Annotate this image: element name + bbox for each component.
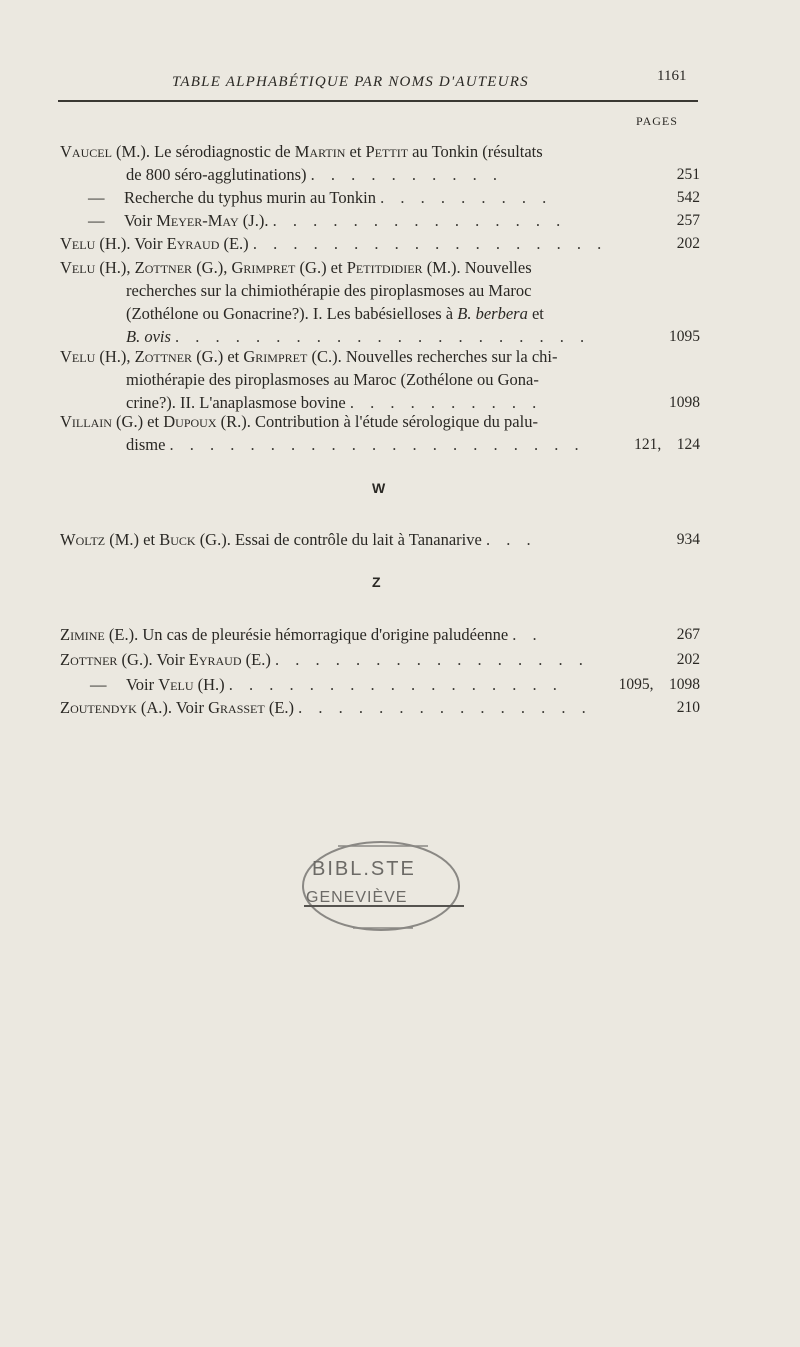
coauthor-name: Martin — [294, 142, 346, 161]
entry-text: Voir — [126, 675, 159, 694]
entry-text: (M.) et — [105, 530, 160, 549]
entry-text: et — [527, 304, 544, 323]
species-name: B. ovis — [126, 327, 171, 346]
author-name: Velu — [60, 258, 96, 277]
entry-line — [60, 302, 700, 325]
index-entry — [60, 623, 700, 646]
leader-dots: . . . — [485, 530, 537, 549]
index-entry — [60, 673, 700, 696]
author-name: Zimine — [60, 625, 105, 644]
entry-line — [60, 433, 700, 456]
author-name: Velu — [60, 234, 96, 253]
coauthor-name: Grasset — [208, 698, 265, 717]
stamp-text-line2: GENEVIÈVE — [306, 889, 408, 906]
entry-line — [60, 209, 700, 232]
library-stamp — [298, 834, 464, 938]
entry-text: (Zothélone ou Gonacrine?). I. Les babésielloses à — [126, 304, 458, 323]
entry-text: (E.) — [264, 698, 295, 717]
entry-text: (G.). Essai de contrôle du lait à Tananarive — [195, 530, 482, 549]
entry-line — [60, 623, 700, 646]
section-letter-w: W — [372, 480, 386, 496]
entry-text: crine?). II. L'anaplasmose bovine — [126, 393, 346, 412]
entry-text: recherches sur la chimiothérapie des piroplasmoses au Maroc — [126, 281, 532, 300]
entry-text: (G.) et — [192, 347, 244, 366]
leader-dots: . . . . . . . . . . . . . . . . . . . . . — [175, 327, 591, 346]
coauthor-name: Zottner — [134, 347, 193, 366]
entry-text: (A.). Voir — [136, 698, 209, 717]
entry-line — [60, 696, 700, 719]
page-reference: 210 — [676, 699, 700, 716]
entry-text: Recherche du typhus murin au Tonkin — [124, 188, 376, 207]
entry-text: (G.), — [192, 258, 232, 277]
entry-line — [60, 279, 700, 302]
coauthor-name: Meyer-May — [156, 211, 239, 230]
entry-line — [60, 186, 700, 209]
coauthor-name: Eyraud — [166, 234, 220, 253]
leader-dots: . . . . . . . . . . — [349, 393, 543, 412]
entry-line — [60, 410, 700, 433]
page-reference: 202 — [676, 651, 700, 668]
page-reference: 257 — [676, 212, 700, 229]
leader-dots: . . . . . . . . . . . . . . . . . — [228, 675, 563, 694]
author-name: Woltz — [60, 530, 106, 549]
entry-text: de 800 séro-agglutinations) — [126, 165, 307, 184]
entry-text: (E.). Un cas de pleurésie hémorragique d'origine paludéenne — [104, 625, 509, 644]
index-entry — [60, 209, 700, 232]
entry-text: (E.) — [219, 234, 249, 253]
header-rule — [58, 100, 698, 102]
entry-line — [60, 256, 700, 279]
entry-text: (H.), — [95, 258, 135, 277]
entry-text: miothérapie des piroplasmoses au Maroc (Zothélone ou Gona- — [126, 370, 539, 389]
index-entry — [60, 648, 700, 671]
ditto-dash: — — [88, 211, 105, 230]
index-entry — [60, 410, 700, 456]
index-entry — [60, 345, 700, 414]
pages-column-label: PAGES — [636, 114, 678, 128]
page-reference: 542 — [676, 189, 700, 206]
coauthor-name: Pettit — [365, 142, 409, 161]
stamp-text-line1: BIBL.STE — [312, 858, 416, 880]
entry-line — [60, 163, 700, 186]
leader-dots: . . . . . . . . . . — [310, 165, 504, 184]
entry-line — [60, 345, 700, 368]
entry-text: (H.), — [95, 347, 135, 366]
page-reference: 251 — [676, 166, 700, 183]
index-entry — [60, 186, 700, 209]
coauthor-name: Grimpret — [231, 258, 296, 277]
entry-line — [60, 673, 700, 696]
entry-line — [60, 232, 700, 255]
leader-dots: . . — [512, 625, 543, 644]
species-name: B. berbera — [457, 304, 528, 323]
entry-line — [60, 368, 700, 391]
entry-text: (G.) et — [295, 258, 347, 277]
entry-text: disme — [126, 435, 166, 454]
page-reference: 202 — [676, 235, 700, 252]
stamp-outline-icon — [298, 834, 464, 938]
coauthor-name: Petitdidier — [346, 258, 423, 277]
ditto-dash: — — [88, 188, 105, 207]
index-entry — [60, 528, 700, 551]
entry-text: (E.) — [241, 650, 271, 669]
leader-dots: . . . . . . . . . — [380, 188, 553, 207]
entry-line — [60, 528, 700, 551]
entry-line — [60, 648, 700, 671]
index-entry — [60, 256, 700, 348]
entry-text: (C.). Nouvelles recherches sur la chi- — [307, 347, 558, 366]
entry-text: (H.). Voir — [95, 234, 167, 253]
page-number: 1161 — [657, 68, 687, 84]
ditto-dash: — — [90, 675, 107, 694]
entry-text: (G.) et — [111, 412, 164, 431]
author-name: Zoutendyk — [60, 698, 137, 717]
author-name: Villain — [60, 412, 112, 431]
coauthor-name: Zottner — [134, 258, 193, 277]
coauthor-name: Dupoux — [163, 412, 217, 431]
coauthor-name: Velu — [158, 675, 194, 694]
entry-text: (R.). Contribution à l'étude sérologique du palu- — [216, 412, 538, 431]
entry-text: Voir — [124, 211, 157, 230]
coauthor-name: Buck — [159, 530, 196, 549]
author-name: Vaucel — [60, 142, 112, 161]
entry-text: au Tonkin (résultats — [408, 142, 543, 161]
index-entry — [60, 696, 700, 719]
page-reference: 1098 — [669, 394, 700, 411]
author-name: Velu — [60, 347, 96, 366]
entry-text: (H.) — [193, 675, 225, 694]
entry-text: (M.). Nouvelles — [422, 258, 532, 277]
index-entry — [60, 140, 700, 186]
leader-dots: . . . . . . . . . . . . . . . . — [274, 650, 589, 669]
page-reference: 1095 — [669, 328, 700, 345]
entry-text: (J.). — [238, 211, 269, 230]
coauthor-name: Eyraud — [188, 650, 242, 669]
entry-line — [60, 140, 700, 163]
running-title: TABLE ALPHABÉTIQUE PAR NOMS D'AUTEURS — [172, 74, 529, 90]
section-letter-z: Z — [372, 574, 381, 590]
leader-dots: . . . . . . . . . . . . . . . . . . — [252, 234, 608, 253]
page-reference: 1095, 1098 — [618, 676, 700, 693]
entry-text: et — [345, 142, 366, 161]
leader-dots: . . . . . . . . . . . . . . . — [272, 211, 567, 230]
leader-dots: . . . . . . . . . . . . . . . . . . . . . — [169, 435, 585, 454]
author-name: Zottner — [60, 650, 118, 669]
coauthor-name: Grimpret — [243, 347, 308, 366]
entry-text: (M.). Le sérodiagnostic de — [111, 142, 295, 161]
page-reference: 934 — [676, 531, 700, 548]
entry-text: (G.). Voir — [117, 650, 189, 669]
index-entry — [60, 232, 700, 255]
leader-dots: . . . . . . . . . . . . . . . — [298, 698, 592, 717]
page-reference: 121, 124 — [634, 436, 700, 453]
page-reference: 267 — [676, 626, 700, 643]
